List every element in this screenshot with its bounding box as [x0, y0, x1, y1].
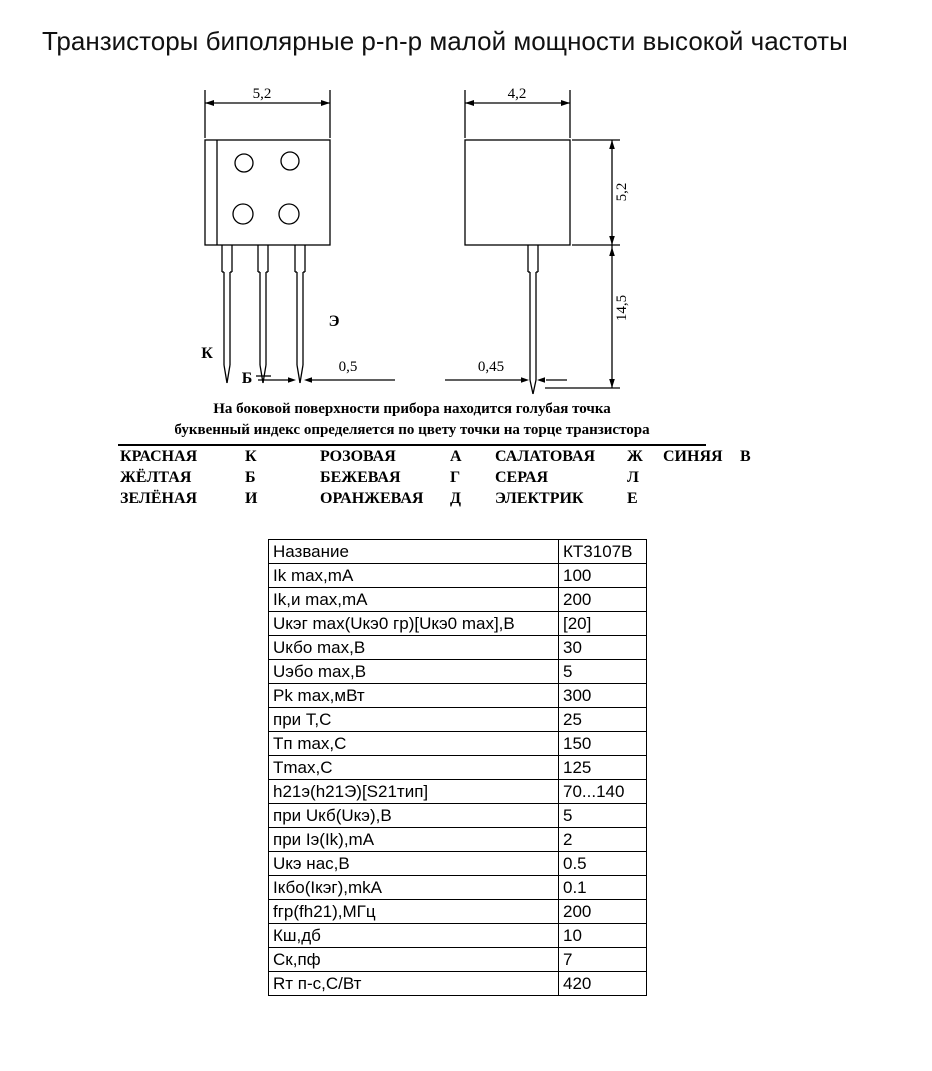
param-value-cell: 200: [559, 588, 647, 612]
dim-front-body-width: 5,2: [252, 86, 272, 102]
param-row: [269, 972, 647, 996]
param-row: [269, 876, 647, 900]
param-name-cell: h21э(h21Э)[S21тип]: [269, 780, 559, 804]
color-index: Л: [627, 469, 639, 486]
dim-side-lead-length: 14,5: [614, 294, 630, 322]
param-row: [269, 804, 647, 828]
dim-side-lead-width: 0,45: [477, 359, 505, 375]
color-index: А: [450, 448, 462, 465]
color-name: СЕРАЯ: [495, 469, 549, 486]
param-row: [269, 948, 647, 972]
color-name: СИНЯЯ: [663, 448, 723, 465]
color-index: Д: [450, 490, 462, 507]
param-value-cell: 200: [559, 900, 647, 924]
param-row: [269, 900, 647, 924]
param-row: [269, 756, 647, 780]
color-code-row: [120, 448, 795, 469]
color-code-row: [120, 490, 795, 511]
dim-front-lead-thickness: 0,5: [338, 359, 358, 375]
param-name-cell: Pk max,мВт: [269, 684, 559, 708]
param-value-cell: 125: [559, 756, 647, 780]
color-name: ЖЁЛТАЯ: [120, 469, 192, 486]
param-value-cell: 420: [559, 972, 647, 996]
note-line-1: На боковой поверхности прибора находится голубая точка: [213, 401, 611, 417]
param-value-cell: 5: [559, 660, 647, 684]
param-name-cell: Tmax,C: [269, 756, 559, 780]
color-name: [663, 469, 740, 490]
color-code-table: [120, 448, 795, 511]
param-row: [269, 708, 647, 732]
param-name-cell: Uэбо max,В: [269, 660, 559, 684]
param-row: [269, 660, 647, 684]
dim-side-body-height: 5,2: [614, 182, 630, 202]
param-value-cell: 5: [559, 804, 647, 828]
param-value-cell: КТ3107В: [559, 540, 647, 564]
param-name-cell: Кш,дб: [269, 924, 559, 948]
param-value-cell: 2: [559, 828, 647, 852]
color-name: ЭЛЕКТРИК: [495, 490, 584, 507]
param-row: [269, 564, 647, 588]
param-name-cell: Rт п-с,С/Вт: [269, 972, 559, 996]
color-name: РОЗОВАЯ: [320, 448, 396, 465]
param-row: [269, 732, 647, 756]
param-name-cell: Название: [269, 540, 559, 564]
param-value-cell: 7: [559, 948, 647, 972]
pin-label-collector: К: [201, 345, 213, 362]
param-name-cell: Uкбо max,В: [269, 636, 559, 660]
param-name-cell: при T,C: [269, 708, 559, 732]
color-index: В: [740, 448, 751, 465]
param-value-cell: 70...140: [559, 780, 647, 804]
marking-notes: [118, 399, 706, 446]
color-name: САЛАТОВАЯ: [495, 448, 596, 465]
param-name-cell: Ik max,mA: [269, 564, 559, 588]
param-value-cell: 25: [559, 708, 647, 732]
param-name-cell: Tп max,C: [269, 732, 559, 756]
param-row: [269, 780, 647, 804]
color-index: Г: [450, 469, 461, 486]
color-index: И: [245, 490, 258, 507]
page-title: Транзисторы биполярные p-n-p малой мощности высокой частоты: [42, 26, 848, 56]
color-index: К: [245, 448, 257, 465]
param-row: [269, 828, 647, 852]
color-name: ОРАНЖЕВАЯ: [320, 490, 424, 507]
color-name: ЗЕЛЁНАЯ: [120, 490, 198, 507]
param-value-cell: 30: [559, 636, 647, 660]
param-value-cell: 10: [559, 924, 647, 948]
color-index: Б: [245, 469, 256, 486]
front-view-drawing: [201, 86, 395, 387]
color-name: БЕЖЕВАЯ: [320, 469, 401, 486]
param-name-cell: Ск,пф: [269, 948, 559, 972]
color-index: [740, 490, 795, 511]
param-row: [269, 924, 647, 948]
color-index: [740, 469, 795, 490]
parameters-table: [268, 539, 647, 996]
param-name-cell: Uкэ нас,В: [269, 852, 559, 876]
param-name-cell: Ik,и max,mA: [269, 588, 559, 612]
param-name-cell: при Iэ(Ik),mA: [269, 828, 559, 852]
param-name-cell: Iкбо(Iкэг),mkA: [269, 876, 559, 900]
param-row: [269, 852, 647, 876]
param-name-cell: Uкэг max(Uкэ0 гр)[Uкэ0 max],В: [269, 612, 559, 636]
note-line-2: буквенный индекс определяется по цвету точки на торце транзистора: [174, 422, 650, 438]
param-name-cell: при Uкб(Uкэ),В: [269, 804, 559, 828]
color-index: Ж: [627, 448, 643, 465]
side-view-drawing: [445, 86, 630, 394]
param-value-cell: [20]: [559, 612, 647, 636]
pin-label-emitter: Э: [328, 313, 340, 330]
param-value-cell: 150: [559, 732, 647, 756]
color-index: Е: [627, 490, 638, 507]
param-row: [269, 588, 647, 612]
color-code-row: [120, 469, 795, 490]
color-name: КРАСНАЯ: [120, 448, 198, 465]
dim-side-body-depth: 4,2: [507, 86, 527, 102]
param-row: [269, 636, 647, 660]
param-value-cell: 0.5: [559, 852, 647, 876]
param-row: [269, 540, 647, 564]
color-name: [663, 490, 740, 511]
param-value-cell: 100: [559, 564, 647, 588]
package-outline-drawing: [0, 80, 932, 400]
pin-label-base: Б: [241, 370, 253, 387]
param-value-cell: 0.1: [559, 876, 647, 900]
param-name-cell: fгр(fh21),МГц: [269, 900, 559, 924]
param-row: [269, 684, 647, 708]
param-value-cell: 300: [559, 684, 647, 708]
param-row: [269, 612, 647, 636]
